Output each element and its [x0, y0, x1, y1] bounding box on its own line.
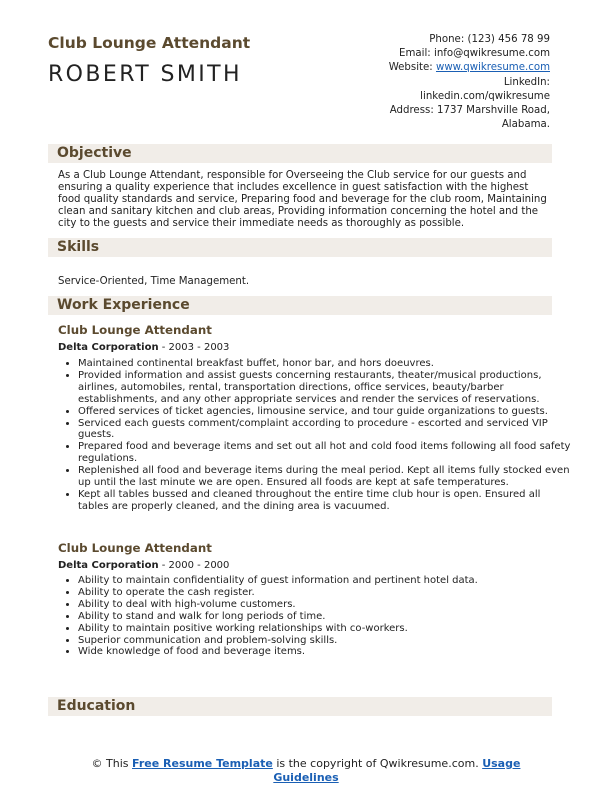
- email-label: Email:: [399, 48, 431, 60]
- experience-heading: Work Experience: [57, 297, 190, 313]
- linkedin-label: LinkedIn:: [503, 76, 550, 88]
- objective-section-header: [48, 144, 552, 163]
- list-item: • Wide knowledge of food and beverage items.: [78, 646, 572, 658]
- education-heading: Education: [57, 698, 136, 714]
- phone-line: [389, 33, 550, 47]
- list-item: • Provided information and assist guests concerning restaurants, theater/musical productions, airlines, automobiles, rental, transportation directions, office services, beauty/barber establishments, and any other appropriate services and render the services of reservations.: [78, 370, 572, 406]
- list-item: • Ability to maintain confidentiality of guest information and pertinent hotel data.: [78, 575, 572, 587]
- objective-heading: Objective: [57, 145, 132, 161]
- list-item: • Kept all tables bussed and cleaned throughout the entire time club hour is open. Ensured all tables are properly cleaned, and the dining area is vacuumed.: [78, 489, 572, 513]
- skills-heading: Skills: [57, 239, 100, 255]
- job-2-company-line: [58, 560, 229, 571]
- job-1-company-line: [58, 342, 229, 353]
- candidate-name: ROBERT SMITH: [48, 62, 242, 87]
- list-item: • Maintained continental breakfast buffet, honor bar, and hors doeuvres.: [78, 358, 572, 370]
- address-label: Address:: [389, 105, 434, 117]
- address-value-1: 1737 Marshville Road,: [437, 105, 550, 117]
- resume-job-title: Club Lounge Attendant: [48, 34, 251, 52]
- list-item: • Replenished all food and beverage items during the meal period. Kept all items fully stocked even up until the last minute we are open. Ensured all foods are kept at safe temperatures.: [78, 465, 572, 489]
- objective-text: As a Club Lounge Attendant, responsible for Overseeing the Club service for our guests and ensuring a quality experience that includes excellence in guest satisfaction with the highest food quality standards and service, Preparing food and beverage for the club room, Maintaining clean and sanitary kitchen and club areas, Providing information concerning the hotel and the city to the guests and service their immediate needs as thoroughly as possible.: [58, 170, 547, 229]
- free-resume-template-link[interactable]: Free Resume Template: [132, 757, 273, 770]
- job-2-dates: - 2000 - 2000: [158, 560, 230, 571]
- address-line: [389, 104, 550, 118]
- phone-label: Phone:: [429, 34, 465, 45]
- education-section-header: [48, 697, 552, 716]
- copyright-footer: [0, 757, 612, 785]
- list-item: • Offered services of ticket agencies, limousine service, and tour guide organizations to guests.: [78, 406, 572, 418]
- website-link[interactable]: www.qwikresume.com: [435, 62, 550, 74]
- list-item: • Ability to maintain positive working relationships with co-workers.: [78, 623, 572, 635]
- skills-text: Service-Oriented, Time Management.: [58, 276, 250, 287]
- list-item: • Prepared food and beverage items and set out all hot and cold food items following all food safety regulations.: [78, 441, 572, 465]
- usage-link[interactable]: Usage: [482, 757, 521, 770]
- list-item: • Superior communication and problem-solving skills.: [78, 635, 572, 647]
- guidelines-link[interactable]: Guidelines: [273, 771, 339, 784]
- job-2-duties: [60, 575, 572, 658]
- website-label: Website:: [388, 62, 433, 74]
- linkedin-value: linkedin.com/qwikresume: [420, 90, 550, 102]
- skills-section-header: [48, 238, 552, 257]
- list-item: • Ability to operate the cash register.: [78, 587, 572, 599]
- website-line: [389, 61, 550, 75]
- list-item: • Serviced each guests comment/complaint according to procedure - escorted and serviced VIP guests.: [78, 418, 572, 442]
- job-1-duties: [60, 358, 572, 513]
- job-1-title: Club Lounge Attendant: [58, 323, 212, 337]
- footer-prefix: © This: [91, 757, 133, 770]
- footer-middle: is the copyright of Qwikresume.com.: [272, 757, 483, 770]
- experience-section-header: [48, 296, 552, 315]
- email-line: [389, 47, 550, 61]
- job-1-dates: - 2003 - 2003: [158, 342, 230, 353]
- list-item: • Ability to stand and walk for long periods of time.: [78, 611, 572, 623]
- contact-block: [389, 33, 550, 132]
- job-2-title: Club Lounge Attendant: [58, 541, 212, 555]
- job-2-company: Delta Corporation: [58, 560, 159, 571]
- address-value-2: Alabama.: [501, 119, 550, 131]
- list-item: • Ability to deal with high-volume customers.: [78, 599, 572, 611]
- job-1-company: Delta Corporation: [58, 342, 159, 353]
- email-value: info@qwikresume.com: [433, 48, 550, 60]
- phone-value: (123) 456 78 99: [467, 34, 550, 45]
